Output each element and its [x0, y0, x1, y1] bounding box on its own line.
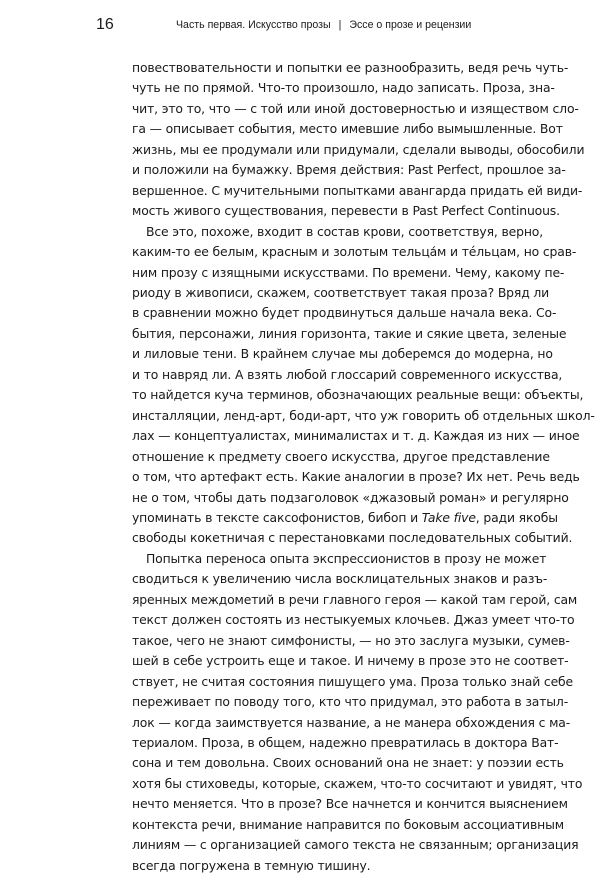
- text-line: всегда погружена в темную тишину.: [132, 857, 371, 873]
- text-line: сводиться к увеличению числа восклицательных знаков и разъ-: [132, 571, 548, 587]
- text-line: инсталляции, ленд-арт, боди-арт, что уж говорить об отдельных школ-: [132, 407, 595, 423]
- running-head: [176, 17, 471, 33]
- header-separator: |: [338, 19, 342, 31]
- page-header: [96, 14, 516, 36]
- text-line: чуть не по прямой. Что-то произошло, надо записать. Проза, зна-: [132, 80, 555, 96]
- text-fragment: упоминать в тексте саксофонистов, бибоп и: [132, 509, 422, 525]
- page-number: 16: [96, 16, 114, 33]
- text-line: шей в себе устроить еще и такое. И ничему в прозе это не соответ-: [132, 653, 569, 669]
- text-line: бытия, персонажи, линия горизонта, такие и сякие цвета, зеленые: [132, 325, 567, 341]
- paragraph-2: [132, 222, 595, 549]
- text-line: переживает по поводу того, кто что придумал, это работа в затыл-: [132, 694, 569, 710]
- text-line: о том, что артефакт есть. Какие аналогии в прозе? Их нет. Речь ведь: [132, 469, 580, 485]
- text-line: и то навряд ли. А взять любой глоссарий современного искусства,: [132, 366, 563, 382]
- text-line: такое, чего не знают симфонисты, — но это заслуга музыки, сумев-: [132, 632, 570, 648]
- text-line: лах — концептуалистах, минималистах и т. д. Каждая из них — иное: [132, 428, 580, 444]
- text-line: и положили на бумажку. Время действия: Past Perfect, прошлое за-: [132, 162, 566, 178]
- text-line: контекста речи, внимание направится по боковым ассоциативным: [132, 816, 564, 832]
- text-line: Попытка переноса опыта экспрессионистов в прозу не может: [146, 550, 547, 566]
- text-line: риоду в живописи, скажем, соответствует такая проза? Вряд ли: [132, 284, 550, 300]
- text-line: нечто меняется. Что в прозе? Все начнется и кончится выяснением: [132, 796, 568, 812]
- paragraph-1: [132, 58, 585, 222]
- text-line: каким-то ее белым, красным и золотым тельца́м и тéльцам, но срав-: [132, 244, 577, 260]
- text-line: яренных междометий в речи главного героя — какой там герой, сам: [132, 591, 578, 607]
- text-line: в сравнении можно будет продвинуться дальше начала века. Со-: [132, 305, 557, 321]
- text-line: мость живого существования, перевести в Past Perfect Continuous.: [132, 203, 560, 219]
- text-line: ним прозу с изящными искусствами. По времени. Чему, какому пе-: [132, 264, 565, 280]
- text-line: линиям — с организацией самого текста не связанным; организация: [132, 837, 579, 853]
- text-line: жизнь, мы ее продумали или придумали, сделали выводы, обособили: [132, 141, 585, 157]
- text-line: хотя бы стиховеды, которые, скажем, что-то сосчитают и увидят, что: [132, 775, 583, 791]
- text-line: териалом. Проза, в общем, надежно превратилась в доктора Ват-: [132, 734, 559, 750]
- text-line-mixed: [132, 508, 558, 528]
- body-text: [132, 58, 595, 876]
- text-line: текст должен состоять из нестыкуемых клочьев. Джаз умеет что-то: [132, 612, 575, 628]
- text-line: и лиловые тени. В крайнем случае мы доберемся до модерна, но: [132, 346, 553, 362]
- text-line: свободы кокетничая с перестановками последовательных событий.: [132, 530, 573, 546]
- text-line: не о том, чтобы дать подзаголовок «джазовый роман» и регулярно: [132, 489, 569, 505]
- text-line: отношение к предмету своего искусства, другое представление: [132, 448, 550, 464]
- text-line: Все это, похоже, входит в состав крови, соответствуя, верно,: [146, 223, 544, 239]
- text-line: повествовательности и попытки ее разнообразить, ведя речь чуть-: [132, 60, 569, 75]
- text-line: сона и тем довольна. Своих оснований она не знает: у поэзии есть: [132, 755, 564, 771]
- text-line: лок — когда заимствуется название, а не манера обхождения с ма-: [132, 714, 571, 730]
- italic-title: Take five: [421, 509, 476, 525]
- section-title: Эссе о прозе и рецензии: [349, 19, 472, 31]
- text-line: то найдется куча терминов, обозначающих реальные вещи: объекты,: [132, 387, 584, 403]
- paragraph-3: [132, 549, 583, 876]
- text-line: вершенное. С мучительными попытками авангарда придать ей види-: [132, 182, 583, 198]
- text-line: га — описывает события, место имевшие либо вымышленные. Вот: [132, 121, 563, 137]
- text-line: ствует, не считая состояния пишущего ума. Проза только знай себе: [132, 673, 574, 689]
- text-line: чит, это то, что — с той или иной достоверностью и изяществом сло-: [132, 100, 579, 116]
- part-title: Часть первая. Искусство прозы: [176, 19, 331, 31]
- text-fragment: , ради якобы: [475, 509, 558, 525]
